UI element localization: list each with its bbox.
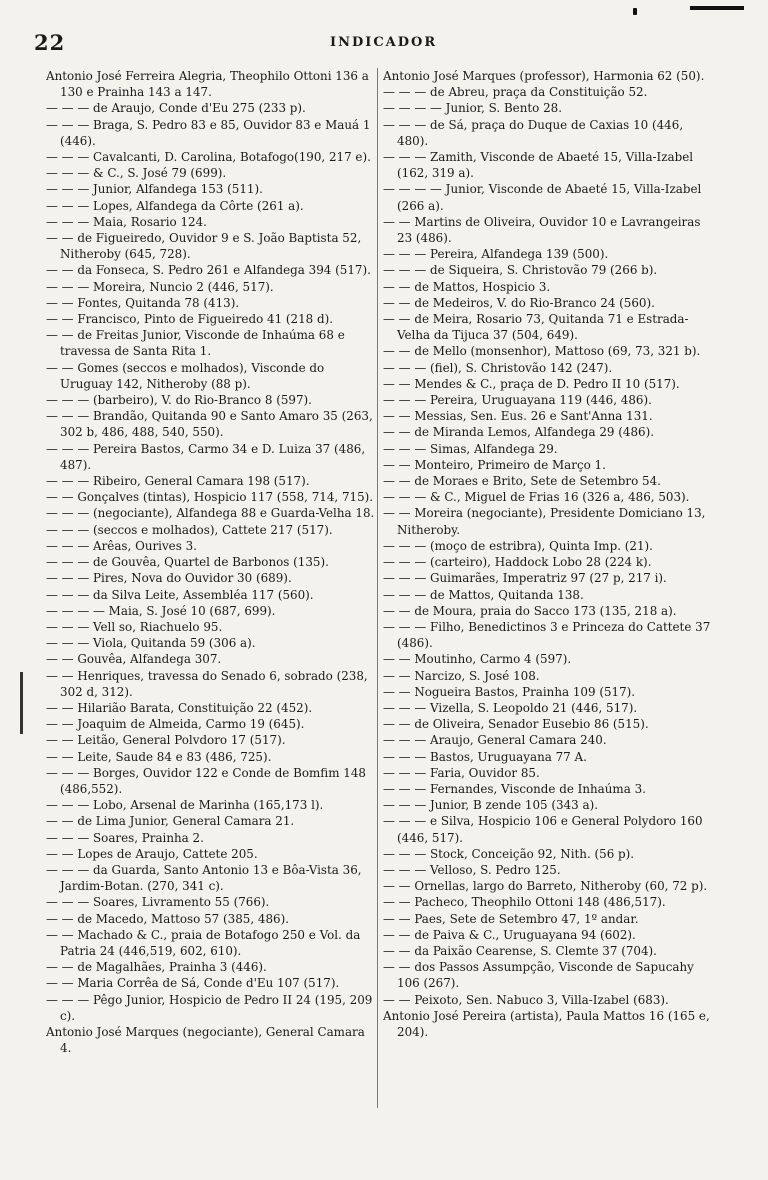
directory-entry: — — de Magalhães, Prainha 3 (446). <box>46 960 267 975</box>
directory-entry: — — Moreira (negociante), Presidente Domiciano 13, Nitheroby. <box>383 506 706 537</box>
directory-entry: — — Francisco, Pinto de Figueiredo 41 (218 d). <box>46 312 334 327</box>
directory-entry: — — Machado & C., praia de Botafogo 250 e Vol. da Patria 24 (446,519, 602, 610). <box>46 927 361 958</box>
directory-entry: — — — Filho, Benedictinos 3 e Princeza do Cattete 37 (486). <box>383 619 711 651</box>
directory-entry: — — — Vizella, S. Leopoldo 21 (446, 517). <box>383 700 638 715</box>
directory-entry: — — Maria Corrêa de Sá, Conde d'Eu 107 (517). <box>46 976 340 991</box>
directory-entry: — — Gonçalves (tintas), Hospicio 117 (558, 714, 715). <box>46 490 374 505</box>
directory-entry: — — — Arêas, Ourives 3. <box>46 538 197 553</box>
directory-entry: — — de Moraes e Brito, Sete de Setembro 54. <box>383 474 661 489</box>
directory-entry: — — — da Guarda, Santo Antonio 13 e Bôa-Vista 36, Jardim-Botan. (270, 341 c). <box>46 862 362 894</box>
directory-entry: — — Paes, Sete de Setembro 47, 1º andar. <box>383 911 639 926</box>
directory-entry: — — — da Silva Leite, Assembléa 117 (560). <box>46 587 314 602</box>
directory-entry: — — — Pires, Nova do Ouvidor 30 (689). <box>46 571 292 586</box>
directory-entry: — — — de Gouvêa, Quartel de Barbonos (135). <box>46 555 329 570</box>
directory-entry: — — Messias, Sen. Eus. 26 e Sant'Anna 131. <box>383 409 653 424</box>
directory-entry: — — — (negociante), Alfandega 88 e Guarda-Velha 18. <box>46 506 375 521</box>
directory-entry: — — — Junior, Alfandega 153 (511). <box>46 182 263 197</box>
directory-entry: — — — (moço de estribra), Quinta Imp. (21). <box>383 538 653 553</box>
directory-entry: — — — de Mattos, Quitanda 138. <box>383 587 584 602</box>
directory-entry: — — — Borges, Ouvidor 122 e Conde de Bomfim 148 (486,552). <box>46 765 366 796</box>
directory-entry: Antonio José Ferreira Alegria, Theophilo Ottoni 136 a 130 e Prainha 143 a 147. <box>46 69 369 100</box>
page-number: 22 <box>34 30 66 55</box>
directory-entry: — — — (fiel), S. Christovão 142 (247). <box>383 360 613 375</box>
directory-entry: — — — Bastos, Uruguayana 77 A. <box>383 749 587 764</box>
directory-entry: — — de Figueiredo, Ouvidor 9 e S. João Baptista 52, Nitheroby (645, 728). <box>46 231 362 262</box>
directory-entry: — — — Soares, Livramento 55 (766). <box>46 895 270 910</box>
directory-entry: — — — (barbeiro), V. do Rio-Branco 8 (597). <box>46 393 312 408</box>
directory-entry: Antonio José Pereira (artista), Paula Mattos 16 (165 e, 204). <box>383 1008 710 1039</box>
directory-entry: — — — — Maia, S. José 10 (687, 699). <box>46 603 276 618</box>
directory-entry: — — — Moreira, Nuncio 2 (446, 517). <box>46 279 274 294</box>
directory-entry: Antonio José Marques (professor), Harmonia 62 (50). <box>383 69 705 83</box>
print-mark-bar <box>690 6 744 10</box>
directory-entry: — — — Brandão, Quitanda 90 e Santo Amaro 35 (263, 302 b, 486, 488, 540, 550). <box>46 409 373 440</box>
directory-entry: — — — de Abreu, praça da Constituição 52. <box>383 85 648 100</box>
directory-entry: — — — Junior, B zende 105 (343 a). <box>383 798 598 813</box>
directory-entry: — — de Mello (monsenhor), Mattoso (69, 73, 321 b). <box>383 344 701 359</box>
directory-entry: — — — Pêgo Junior, Hospicio de Pedro II 24 (195, 209 c). <box>46 992 373 1023</box>
page-title: INDICADOR <box>330 35 438 50</box>
directory-entry: — — de Freitas Junior, Visconde de Inhaúma 68 e travessa de Santa Rita 1. <box>46 328 345 359</box>
directory-entry: — — — Pereira Bastos, Carmo 34 e D. Luiza 37 (486, 487). <box>46 441 366 472</box>
directory-entry: — — da Paixão Cearense, S. Clemte 37 (704). <box>383 943 657 958</box>
directory-entry: — — de Paiva & C., Uruguayana 94 (602). <box>383 927 636 942</box>
directory-entry: — — Fontes, Quitanda 78 (413). <box>46 295 240 310</box>
directory-entry: — — Henriques, travessa do Senado 6, sobrado (238, 302 d, 312). <box>46 668 368 699</box>
directory-entry: — — de Medeiros, V. do Rio-Branco 24 (560). <box>383 295 655 310</box>
directory-entry: — — Leite, Saude 84 e 83 (486, 725). <box>46 749 272 764</box>
directory-entry: — — — de Siqueira, S. Christovão 79 (266 b). <box>383 263 658 278</box>
directory-entry: — — dos Passos Assumpção, Visconde de Sapucahy 106 (267). <box>383 960 694 991</box>
directory-entry: — — — — Junior, S. Bento 28. <box>383 101 563 116</box>
directory-entry: Antonio José Marques (negociante), General Camara 4. <box>46 1024 365 1056</box>
directory-entry: — — de Miranda Lemos, Alfandega 29 (486). <box>383 425 655 440</box>
directory-entry: — — Lopes de Araujo, Cattete 205. <box>46 846 258 861</box>
directory-entry: — — Nogueira Bastos, Prainha 109 (517). <box>383 684 636 699</box>
directory-entry: — — — Simas, Alfandega 29. <box>383 441 558 456</box>
directory-entry: — — Ornellas, largo do Barreto, Nitheroby (60, 72 p). <box>383 879 708 894</box>
directory-entry: — — Mendes & C., praça de D. Pedro II 10 (517). <box>383 376 680 391</box>
directory-entry: — — — & C., Miguel de Frias 16 (326 a, 486, 503). <box>383 490 690 505</box>
directory-entry: — — — Faria, Ouvidor 85. <box>383 765 540 780</box>
directory-entry: — — Pacheco, Theophilo Ottoni 148 (486,517). <box>383 895 666 910</box>
directory-entry: — — — Soares, Prainha 2. <box>46 830 204 845</box>
directory-entry: — — — Lopes, Alfandega da Côrte (261 a). <box>46 198 304 213</box>
directory-entry: — — Monteiro, Primeiro de Março 1. <box>383 457 606 472</box>
directory-entry: — — — Braga, S. Pedro 83 e 85, Ouvidor 83 e Mauá 1 (446). <box>46 117 371 148</box>
directory-entry: — — Gouvêa, Alfandega 307. <box>46 652 222 667</box>
directory-entry: — — — Vell so, Riachuelo 95. <box>46 619 223 634</box>
directory-entry: — — — Fernandes, Visconde de Inhaúma 3. <box>383 781 646 796</box>
directory-entry: — — Peixoto, Sen. Nabuco 3, Villa-Izabel (683). <box>383 992 669 1007</box>
directory-entry: — — de Lima Junior, General Camara 21. <box>46 814 295 829</box>
directory-entry: — — — Cavalcanti, D. Carolina, Botafogo(190, 217 e). <box>46 150 371 165</box>
directory-entry: — — Joaquim de Almeida, Carmo 19 (645). <box>46 717 305 732</box>
directory-entry: — — — Pereira, Alfandega 139 (500). <box>383 247 609 262</box>
directory-entry: — — — Ribeiro, General Camara 198 (517). <box>46 474 310 489</box>
margin-ink-mark <box>20 672 23 734</box>
directory-entry: — — — Stock, Conceição 92, Nith. (56 p). <box>383 846 635 861</box>
directory-entry: — — Martins de Oliveira, Ouvidor 10 e Lavrangeiras 23 (486). <box>383 214 701 246</box>
directory-entry: — — — (carteiro), Haddock Lobo 28 (224 k). <box>383 555 652 570</box>
directory-entry: — — de Oliveira, Senador Eusebio 86 (515). <box>383 717 649 732</box>
right-column <box>383 68 715 1128</box>
directory-entry: — — Leitão, General Polvdoro 17 (517). <box>46 733 286 748</box>
directory-entry: — — Hilarião Barata, Constituição 22 (452). <box>46 700 313 715</box>
directory-entry: — — Moutinho, Carmo 4 (597). <box>383 652 572 667</box>
directory-entry: — — — & C., S. José 79 (699). <box>46 166 227 181</box>
print-mark-dot <box>633 8 637 15</box>
left-column <box>46 68 378 1128</box>
directory-entry: — — — de Araujo, Conde d'Eu 275 (233 p). <box>46 101 306 116</box>
directory-entry: — — de Meira, Rosario 73, Quitanda 71 e Estrada-Velha da Tijuca 37 (504, 649). <box>383 312 689 343</box>
directory-entry: — — — — Junior, Visconde de Abaeté 15, Villa-Izabel (266 a). <box>383 182 702 213</box>
directory-entry: — — — Maia, Rosario 124. <box>46 214 207 229</box>
directory-entry: — — de Mattos, Hospicio 3. <box>383 279 551 294</box>
directory-entry: — — — Zamith, Visconde de Abaeté 15, Villa-Izabel (162, 319 a). <box>383 150 694 181</box>
directory-entry: — — de Macedo, Mattoso 57 (385, 486). <box>46 911 289 926</box>
directory-entry: — — Narcizo, S. José 108. <box>383 668 540 683</box>
directory-entry: — — de Moura, praia do Sacco 173 (135, 218 a). <box>383 603 677 618</box>
directory-entry: — — Gomes (seccos e molhados), Visconde do Uruguay 142, Nitheroby (88 p). <box>46 360 325 391</box>
directory-entry: — — da Fonseca, S. Pedro 261 e Alfandega 394 (517). <box>46 263 371 278</box>
directory-entry: — — — Pereira, Uruguayana 119 (446, 486). <box>383 393 652 408</box>
directory-entry: — — — Lobo, Arsenal de Marinha (165,173 l). <box>46 798 324 813</box>
directory-entry: — — — e Silva, Hospicio 106 e General Polydoro 160 (446, 517). <box>383 814 703 845</box>
directory-entry: — — — (seccos e molhados), Cattete 217 (517). <box>46 522 333 537</box>
directory-entry: — — — Araujo, General Camara 240. <box>383 733 607 748</box>
directory-entry: — — — de Sá, praça do Duque de Caxias 10 (446, 480). <box>383 117 684 148</box>
directory-entry: — — — Velloso, S. Pedro 125. <box>383 862 561 877</box>
directory-entry: — — — Viola, Quitanda 59 (306 a). <box>46 636 256 651</box>
directory-entry: — — — Guimarães, Imperatriz 97 (27 p, 217 i). <box>383 571 667 586</box>
